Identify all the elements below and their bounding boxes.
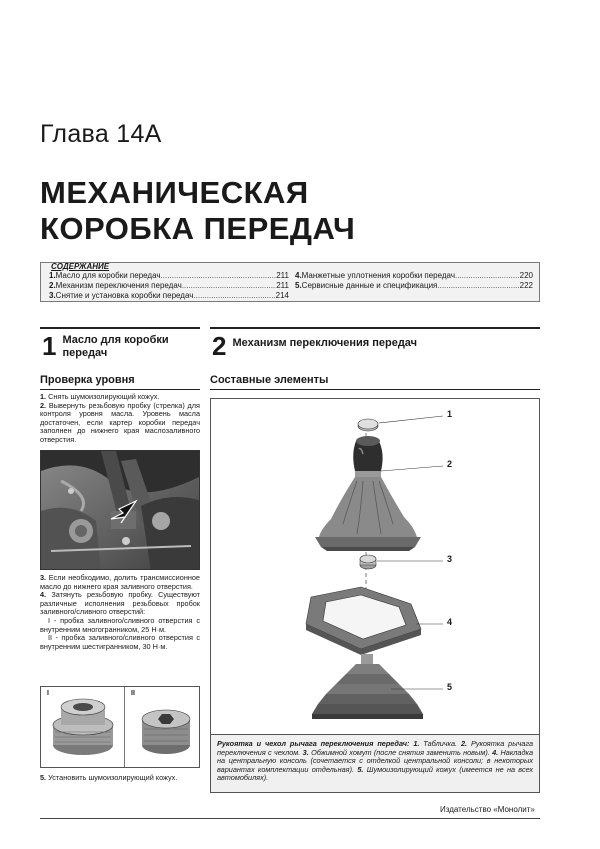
section-1-subheading: Проверка уровня [40, 374, 135, 386]
section-2-title: Механизм переключения передач [232, 337, 418, 349]
section-1-subheading-rule [40, 389, 200, 390]
section-1-header [42, 333, 169, 360]
page-title [40, 175, 355, 247]
shift-lever-diagram-svg [211, 399, 541, 736]
section-2-subheading: Составные элементы [210, 374, 329, 386]
plug-note-1: I - пробка заливного/сливного отверстия с внутренним многогранником, 25 Н·м. [40, 615, 200, 634]
section-1-rule [40, 327, 200, 329]
toc-column-right [295, 271, 533, 291]
badge-part-icon [358, 419, 378, 431]
section-1-steps-a: 1. Снять шумоизолирующий кожух. 2. Вывернуть резьбовую пробку (стрелка) для контроля уровня масла. Уровень масла достаточен, если картер коробки передач заполнен до нижнего края маслозаливного отверстия. [40, 392, 200, 444]
knob-with-boot-part-icon [315, 436, 421, 551]
section-1-steps-c: 5. Установить шумоизолирующий кожух. [40, 773, 178, 782]
plug-note-2: II - пробка заливного/сливного отверстия с внутренним шестигранником, 30 Н·м. [40, 633, 200, 651]
callout-1: 1 [447, 409, 453, 419]
section-2-number: 2 [212, 331, 227, 361]
section-2-subheading-rule [210, 389, 540, 390]
callout-5: 5 [447, 682, 453, 692]
callout-3: 3 [447, 554, 453, 564]
callout-4: 4 [447, 617, 453, 627]
title-line-2: КОРОБКА ПЕРЕДАЧ [40, 211, 356, 246]
toc-item[interactable]: 1. Масло для коробки передач ..... 211 [49, 271, 289, 281]
caption-title: Рукоятка и чехол рычага переключения передач: [217, 739, 410, 748]
section-1-title: Масло для коробки передач [62, 334, 169, 359]
footer-rule [40, 818, 540, 819]
chapter-label: Глава 14А [40, 120, 162, 148]
gearbox-photo [40, 450, 200, 570]
plug-label-2: II [131, 690, 135, 697]
drain-plugs-illustration [40, 686, 200, 768]
noise-insulation-boot-part-icon [312, 654, 423, 719]
toc-item[interactable]: 2. Механизм переключения передач ..... 211 [49, 281, 289, 291]
section-2-header [212, 333, 417, 359]
plug-drawings [41, 687, 201, 767]
console-trim-part-icon [306, 587, 421, 655]
shift-lever-exploded-diagram [210, 398, 540, 735]
toc-item[interactable]: 5. Сервисные данные и спецификация ..... 222 [295, 281, 533, 291]
callout-2: 2 [447, 459, 453, 469]
multi-spline-plug-icon [53, 699, 113, 755]
toc-heading: СОДЕРЖАНИЕ [51, 262, 110, 271]
publisher-credit: Издательство «Монолит» [440, 805, 535, 814]
crimp-clamp-part-icon [360, 555, 376, 569]
section-2-rule [210, 327, 540, 329]
toc-item[interactable]: 3. Снятие и установка коробки передач ..... 214 [49, 291, 289, 301]
plug-label-1: I [47, 690, 49, 697]
section-1-number: 1 [42, 331, 57, 361]
gearbox-photo-illustration [41, 451, 200, 570]
toc-column-left [49, 271, 289, 301]
hex-socket-plug-icon [142, 710, 190, 754]
toc-item[interactable]: 4. Манжетные уплотнения коробки передач ..... 220 [295, 271, 533, 281]
table-of-contents [40, 262, 540, 302]
section-1-steps-b: 3. Если необходимо, долить трансмиссионное масло до нижнего края заливного отверстия. 4. Затянуть резьбовую пробку. Существуют различные исполнения резьбовых пробок заливного/сливного отверстий: I - пробка заливного/сливного отверстия с внутренним многогранником, 25 Н·м. II - пробка заливного/сливного отверстия с внутренним шестигранником, 30 Н·м. [40, 573, 200, 651]
title-line-1: МЕХАНИЧЕСКАЯ [40, 175, 309, 210]
diagram-caption: Рукоятка и чехол рычага переключения передач: 1. Табличка. 2. Рукоятка рычага переключения с чехлом. 3. Обжимной хомут (после снятия заменить новым). 4. Накладка на центральную консоль (сочетается с отделкой центральной консоли; в некоторых вариантах комплектации отдельная). 5. Шумоизолирующий кожух (имеется не на всех автомобилях). [210, 735, 540, 793]
